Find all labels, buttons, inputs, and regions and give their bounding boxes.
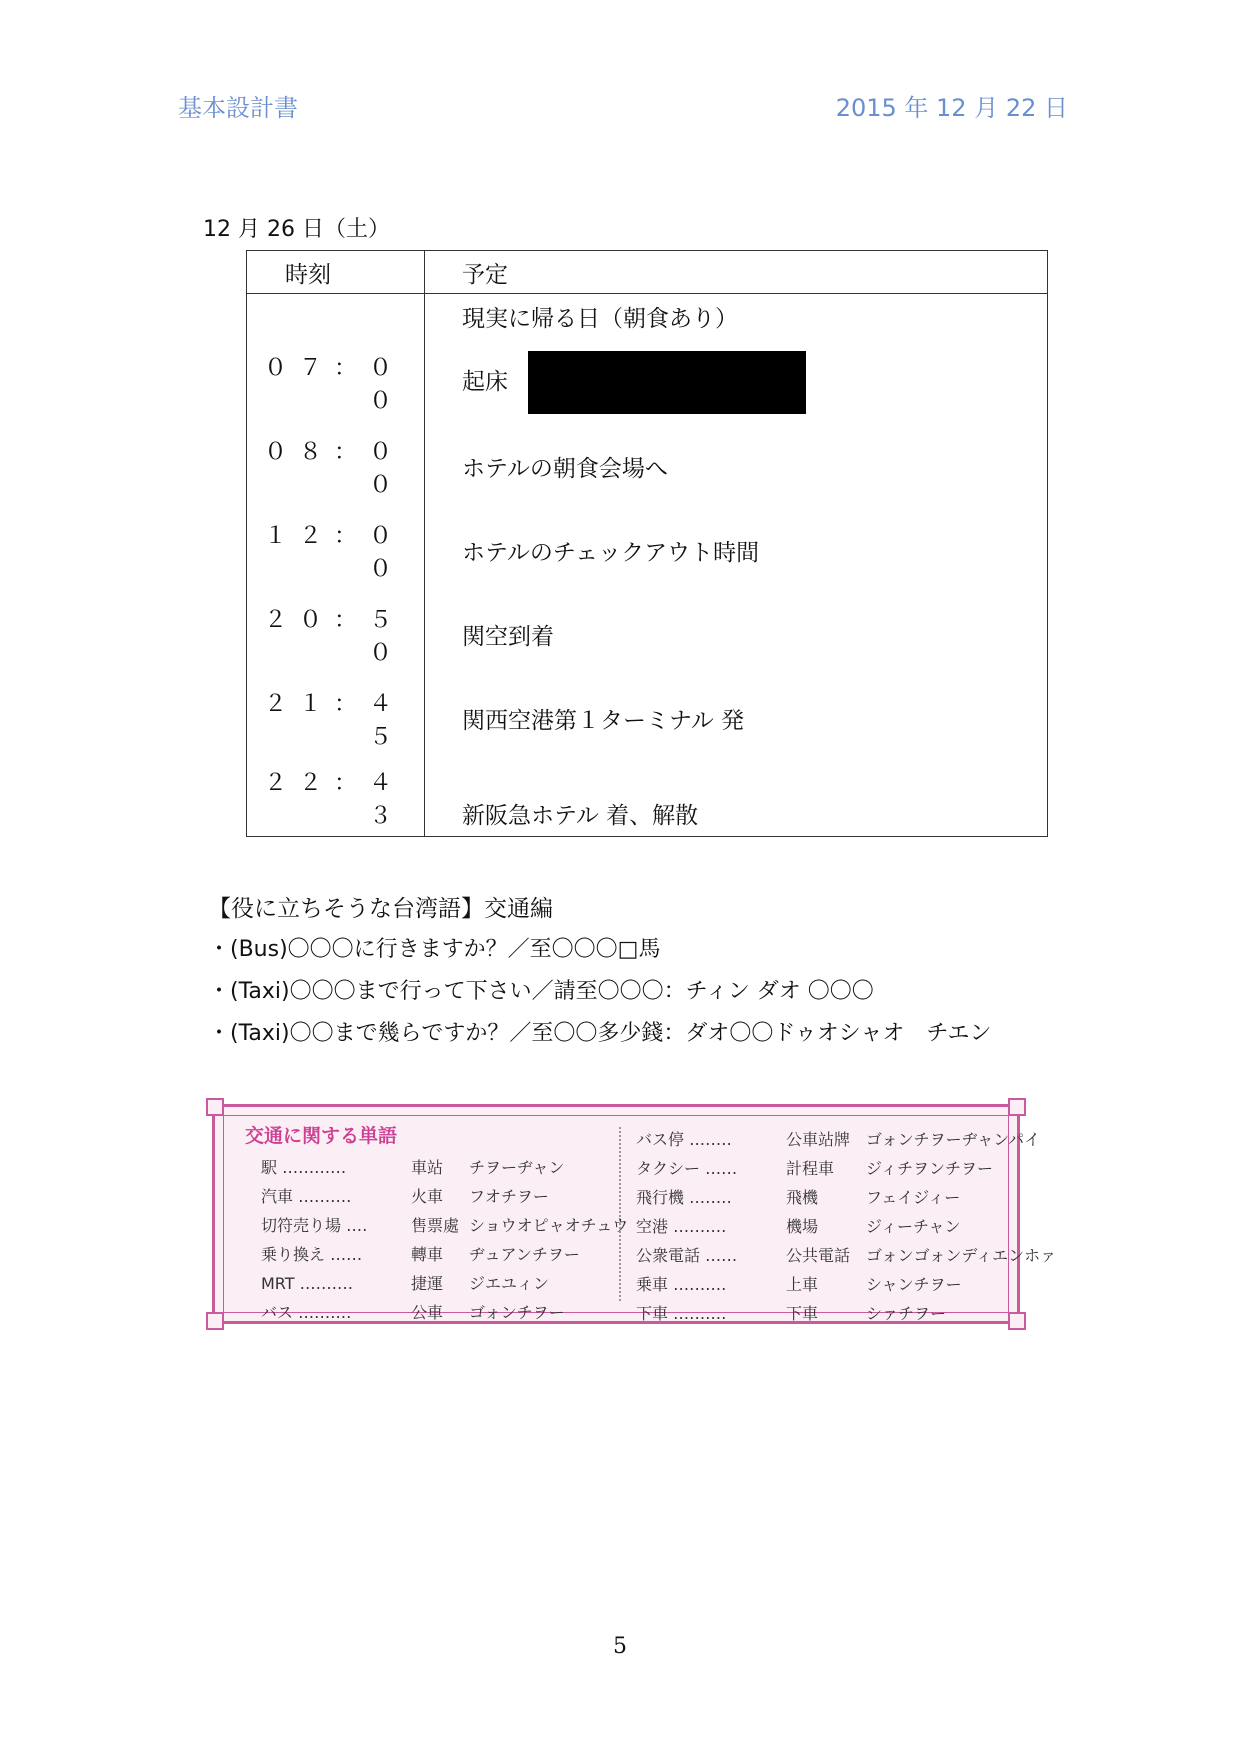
time-column-header: 時刻	[247, 251, 425, 294]
vocab-reading: ヂュアンチヲー	[469, 1245, 580, 1264]
vocab-box	[212, 1104, 1057, 1324]
vocab-zh: 飛機	[786, 1188, 819, 1207]
time-cell: ０８：００	[247, 424, 425, 508]
plan-cell: 関西空港第１ターミナル 発	[425, 676, 1048, 760]
vocab-zh: 機場	[786, 1217, 819, 1236]
redaction-block	[528, 351, 806, 414]
schedule-header-row	[247, 251, 1048, 294]
corner-ornament	[206, 1098, 224, 1116]
plan-cell: 関空到着	[425, 592, 1048, 676]
table-row	[247, 340, 1048, 424]
time-cell: ０７：００	[247, 340, 425, 424]
document-date: 2015 年 12 月 22 日	[835, 94, 1068, 122]
vocab-ja: バス停 ‥‥‥‥	[636, 1130, 732, 1149]
table-row	[247, 424, 1048, 508]
vocab-reading: ゴォンチヲー	[469, 1303, 565, 1322]
vocab-right-column	[636, 1127, 1056, 1330]
time-cell: ２０：５０	[247, 592, 425, 676]
phrase-item: ・(Taxi)〇〇まで幾らですか？／至〇〇多少錢：ダオ〇〇ドゥオシャオ チエン	[208, 1021, 992, 1046]
corner-ornament	[1008, 1098, 1026, 1116]
time-cell	[247, 294, 425, 341]
vocab-zh: 公車	[411, 1303, 444, 1322]
vocab-row	[636, 1156, 1056, 1185]
day-label: 12 月 26 日（土）	[203, 217, 390, 242]
plan-cell: 新阪急ホテル 着、解散	[425, 760, 1048, 837]
corner-ornament	[206, 1312, 224, 1330]
vocab-ja: 駅 ‥‥‥‥‥‥	[261, 1158, 347, 1177]
schedule-table	[246, 250, 1048, 837]
vocab-row	[636, 1185, 1056, 1214]
vocab-ja: 飛行機 ‥‥‥‥	[636, 1188, 732, 1207]
vocab-ja: 下車 ‥‥‥‥‥	[636, 1304, 727, 1323]
vocab-ja: バス ‥‥‥‥‥	[261, 1303, 352, 1322]
vocab-zh: 上車	[786, 1275, 819, 1294]
vocab-zh: 公車站牌	[786, 1130, 851, 1149]
phrase-item: ・(Taxi)〇〇〇まで行って下さい／請至〇〇〇：チィン ダオ 〇〇〇	[208, 979, 874, 1004]
vocab-reading: フオチヲー	[469, 1187, 549, 1206]
document-title: 基本設計書	[178, 94, 298, 122]
vocab-zh: 售票處	[411, 1216, 460, 1235]
vocab-title: 交通に関する単語	[245, 1125, 398, 1147]
vocab-row	[636, 1127, 1056, 1156]
vocab-row	[261, 1300, 628, 1329]
vocab-reading: シャンチヲー	[866, 1275, 962, 1294]
phrase-item: ・(Bus)〇〇〇に行きますか？／至〇〇〇□馬	[208, 937, 661, 962]
vocab-ja: 空港 ‥‥‥‥‥	[636, 1217, 727, 1236]
vocab-ja: 切符売り場 ‥‥	[261, 1216, 368, 1235]
vocab-ja: タクシー ‥‥‥	[636, 1159, 738, 1178]
vocab-reading: ゴォンゴォンディエンホァ	[866, 1246, 1057, 1265]
vocab-reading: ジエユィン	[469, 1274, 550, 1293]
vocab-zh: 公共電話	[786, 1246, 851, 1265]
vocab-reading: ゴォンチヲーヂャンパイ	[866, 1130, 1041, 1149]
page-number: 5	[613, 1634, 627, 1659]
plan-text: 起床	[462, 368, 508, 395]
vocab-row	[636, 1214, 1056, 1243]
vocab-row	[261, 1242, 628, 1271]
vocab-ja: 汽車 ‥‥‥‥‥	[261, 1187, 352, 1206]
phrases-title: 【役に立ちそうな台湾語】交通編	[208, 896, 553, 922]
vocab-reading: フェイジィー	[866, 1188, 961, 1207]
vocab-row	[261, 1213, 628, 1242]
table-row	[247, 676, 1048, 760]
vocab-zh: 捷運	[411, 1274, 444, 1293]
time-cell: ２２：４３	[247, 760, 425, 837]
vocab-ja: 乗車 ‥‥‥‥‥	[636, 1275, 727, 1294]
vocab-row	[261, 1155, 628, 1184]
plan-cell: ホテルのチェックアウト時間	[425, 508, 1048, 592]
vocab-reading: ショウオピャオチュウ	[469, 1216, 629, 1235]
vocab-reading: シァチヲー	[866, 1304, 947, 1323]
plan-column-header: 予定	[425, 251, 1048, 294]
vocab-row	[636, 1301, 1056, 1330]
vocab-ja: 公衆電話 ‥‥‥	[636, 1246, 738, 1265]
vocab-row	[261, 1184, 628, 1213]
plan-cell: ホテルの朝食会場へ	[425, 424, 1048, 508]
table-row	[247, 760, 1048, 837]
table-row	[247, 592, 1048, 676]
vocab-left-column	[261, 1155, 628, 1329]
vocab-reading: チヲーヂャン	[469, 1158, 565, 1177]
vocab-reading: ジィーチャン	[866, 1217, 961, 1236]
vocab-reading: ジィチヲンチヲー	[866, 1159, 994, 1178]
vocab-row	[636, 1243, 1056, 1272]
vocab-zh: 火車	[411, 1187, 444, 1206]
vocab-row	[261, 1271, 628, 1300]
vocab-row	[636, 1272, 1056, 1301]
plan-cell: 現実に帰る日（朝食あり）	[425, 294, 1048, 341]
time-cell: ２１：４５	[247, 676, 425, 760]
vocab-zh: 下車	[786, 1304, 819, 1323]
table-row	[247, 294, 1048, 341]
time-cell: １２：００	[247, 508, 425, 592]
vocab-zh: 轉車	[411, 1245, 444, 1264]
vocab-ja: MRT ‥‥‥‥‥	[261, 1274, 354, 1293]
vocab-zh: 車站	[411, 1158, 444, 1177]
vocab-ja: 乗り換え ‥‥‥	[261, 1245, 363, 1264]
plan-cell	[425, 340, 1048, 424]
vocab-zh: 計程車	[786, 1159, 835, 1178]
table-row	[247, 508, 1048, 592]
